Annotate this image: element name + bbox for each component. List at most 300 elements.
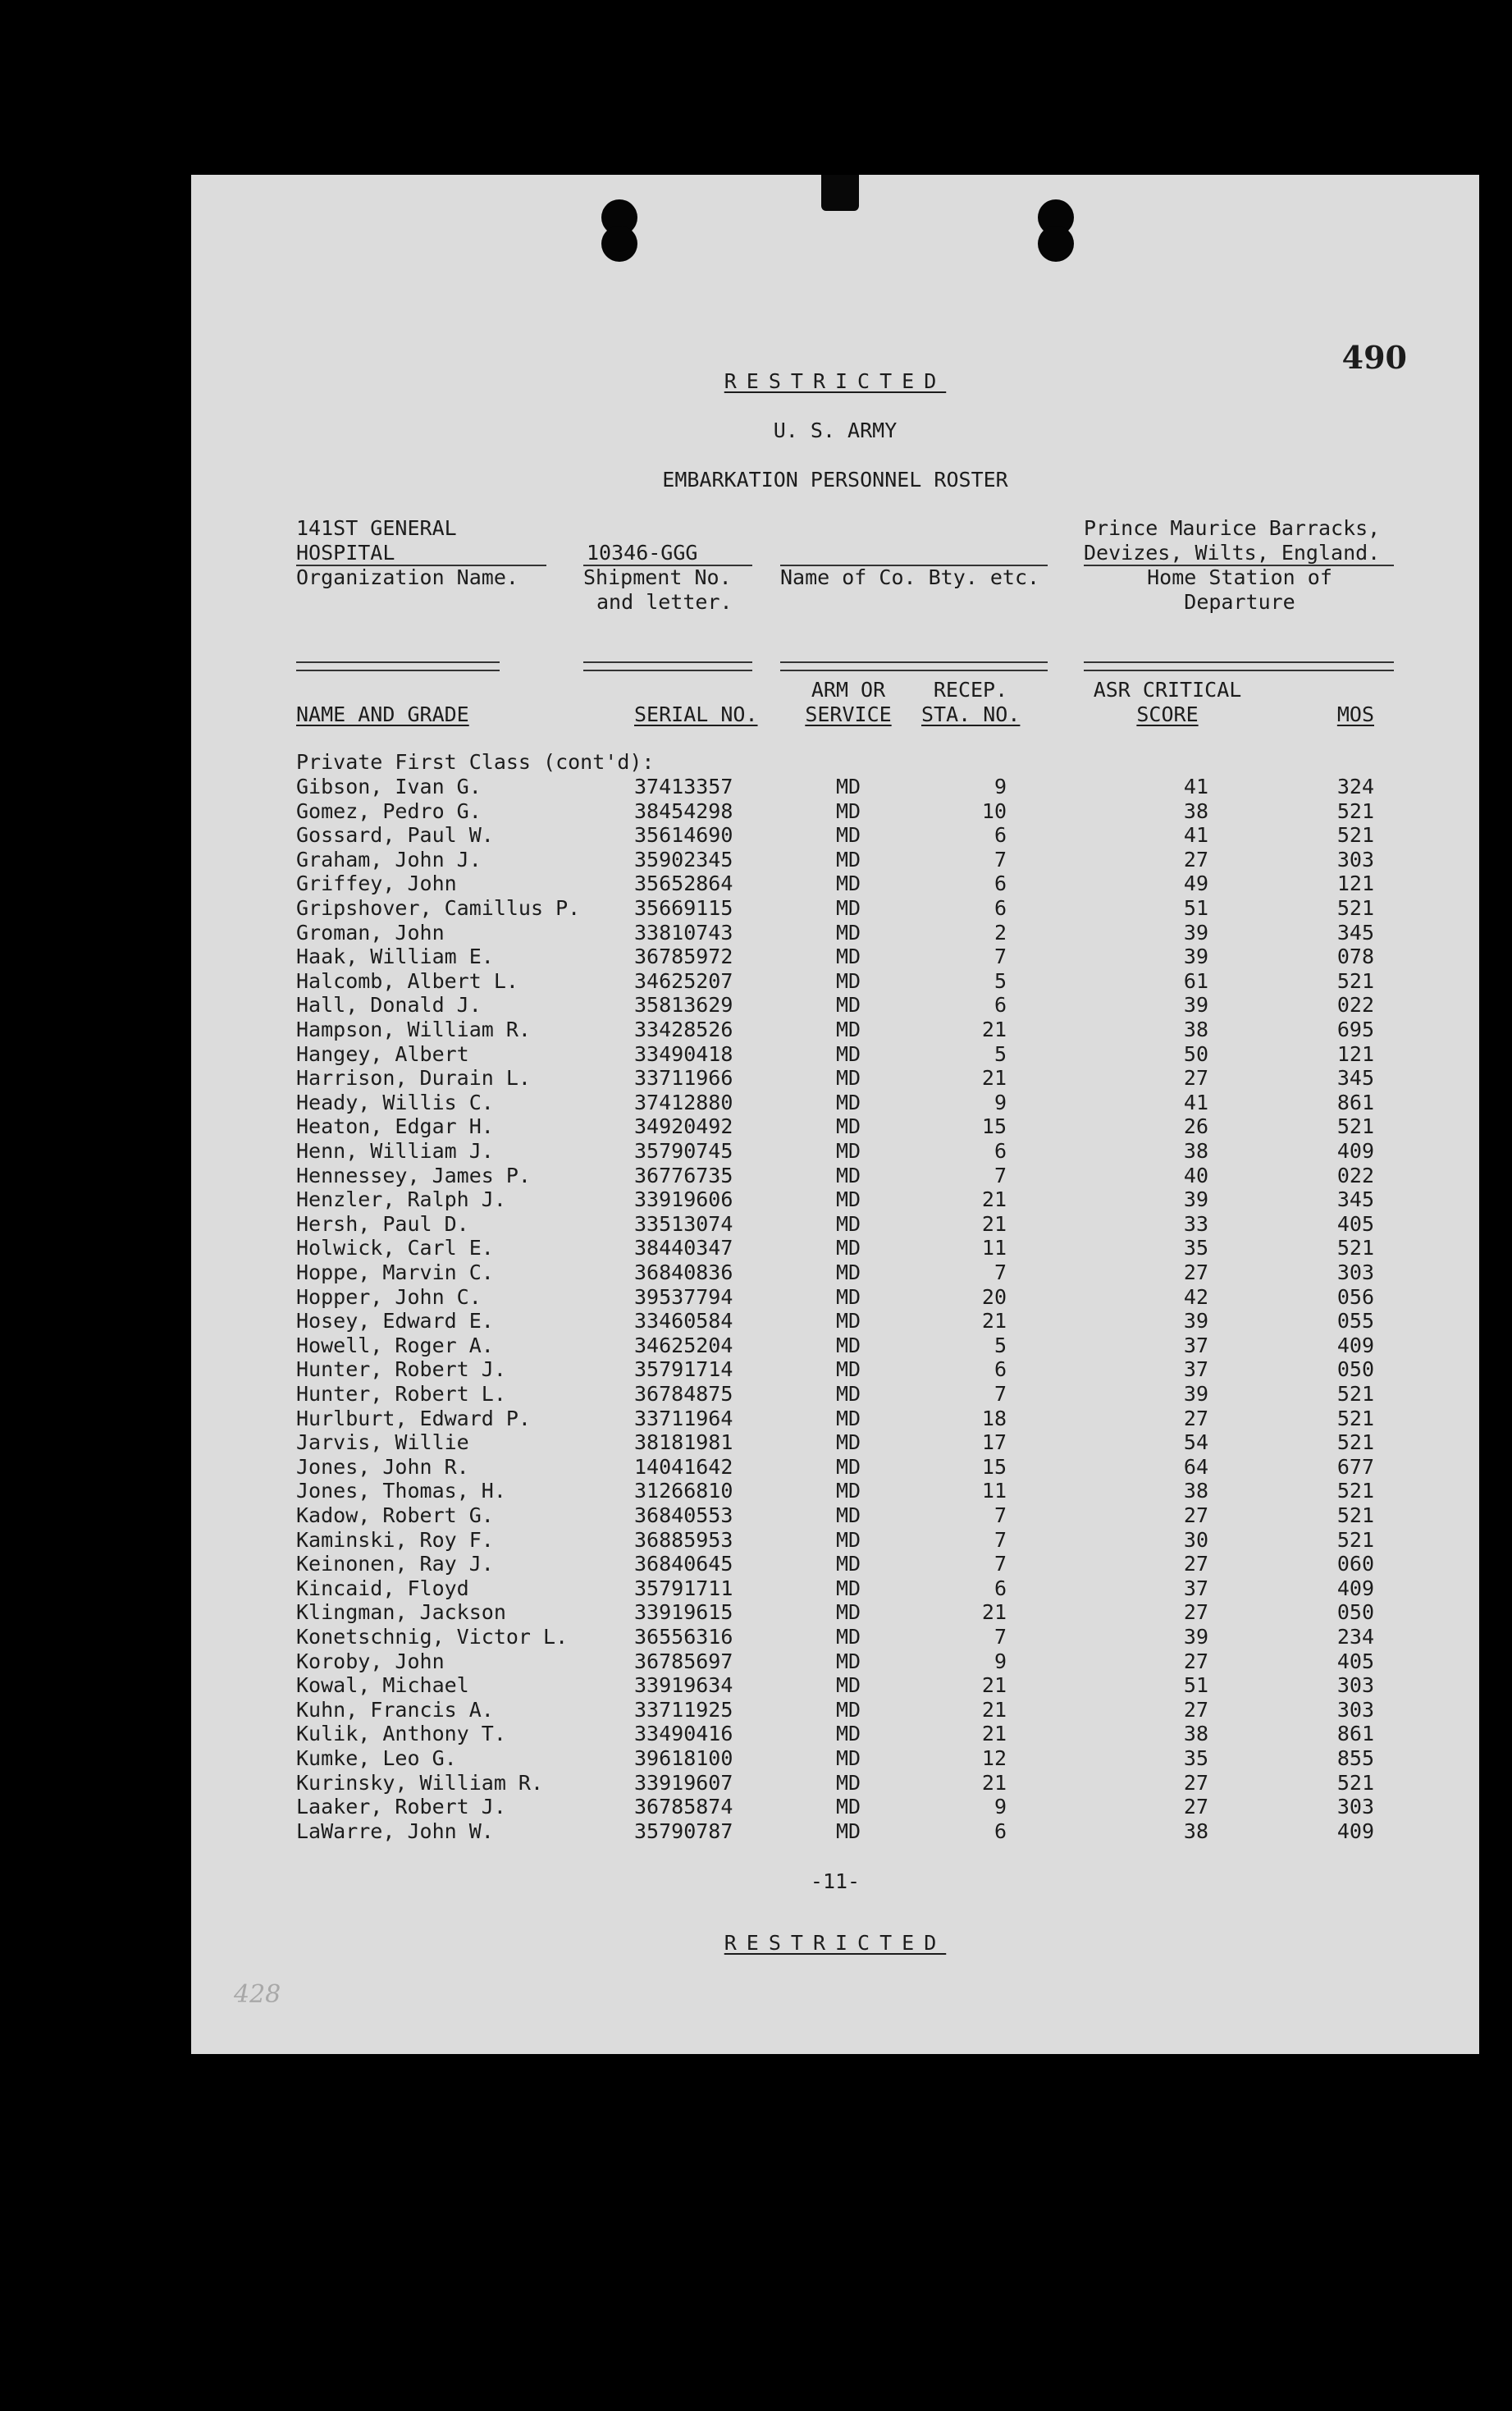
cell-serial: 31266810 <box>634 1479 733 1503</box>
cell-arm: MD <box>835 1114 861 1139</box>
cell-mos: 055 <box>1336 1309 1374 1334</box>
cell-serial: 14041642 <box>634 1454 733 1479</box>
cell-score: 27 <box>1183 1406 1208 1430</box>
cell-recep: 17 <box>981 1430 1007 1455</box>
cell-serial: 35791711 <box>634 1576 733 1600</box>
fastener-notch <box>821 175 859 211</box>
cell-name: Hall, Donald J. <box>296 993 482 1018</box>
cell-serial: 36885953 <box>634 1527 733 1552</box>
cell-mos: 022 <box>1336 1163 1374 1187</box>
table-row <box>191 1746 1479 1771</box>
punch-hole <box>1038 226 1074 262</box>
organization-name-line2: HOSPITAL <box>296 541 395 565</box>
cell-recep: 2 <box>994 920 1007 945</box>
cell-score: 49 <box>1183 872 1208 896</box>
cell-recep: 6 <box>994 872 1007 896</box>
cell-mos: 521 <box>1336 1382 1374 1406</box>
cell-arm: MD <box>835 1139 861 1163</box>
cell-recep: 15 <box>981 1454 1007 1479</box>
cell-mos: 345 <box>1336 1187 1374 1212</box>
cell-mos: 521 <box>1336 1527 1374 1552</box>
header-double-rule <box>780 661 1048 663</box>
cell-arm: MD <box>835 1090 861 1114</box>
cell-serial: 33460584 <box>634 1309 733 1334</box>
table-row <box>191 1042 1479 1067</box>
cell-recep: 7 <box>994 1503 1007 1527</box>
cell-score: 61 <box>1183 968 1208 993</box>
cell-score: 27 <box>1183 1649 1208 1673</box>
cell-arm: MD <box>835 1284 861 1309</box>
shipment-caption-line2: and letter. <box>596 590 733 614</box>
cell-arm: MD <box>835 1649 861 1673</box>
cell-recep: 21 <box>981 1673 1007 1698</box>
cell-arm: MD <box>835 1018 861 1041</box>
table-row <box>191 1334 1479 1358</box>
cell-score: 27 <box>1183 847 1208 872</box>
cell-mos: 409 <box>1336 1819 1374 1843</box>
cell-recep: 5 <box>994 968 1007 993</box>
table-row <box>191 1309 1479 1334</box>
cell-arm: MD <box>835 1187 861 1212</box>
cell-name: Graham, John J. <box>296 847 482 872</box>
home-station-caption-line1: Home Station of <box>1147 565 1332 589</box>
cell-score: 27 <box>1183 1795 1208 1819</box>
cell-name: Koroby, John <box>296 1649 445 1673</box>
cell-name: Heady, Willis C. <box>296 1090 494 1114</box>
cell-name: Konetschnig, Victor L. <box>296 1625 569 1649</box>
cell-recep: 9 <box>994 1649 1007 1673</box>
cell-recep: 21 <box>981 1018 1007 1041</box>
cell-name: Keinonen, Ray J. <box>296 1552 494 1576</box>
cell-name: Hurlburt, Edward P. <box>296 1406 531 1430</box>
cell-serial: 33490416 <box>634 1722 733 1746</box>
cell-mos: 861 <box>1336 1090 1374 1114</box>
cell-score: 37 <box>1183 1576 1208 1600</box>
cell-name: Gripshover, Camillus P. <box>296 896 581 920</box>
cell-score: 38 <box>1183 1819 1208 1843</box>
table-row <box>191 1091 1479 1115</box>
cell-recep: 6 <box>994 1357 1007 1382</box>
table-row <box>191 1114 1479 1139</box>
cell-serial: 36840553 <box>634 1503 733 1527</box>
cell-recep: 21 <box>981 1309 1007 1334</box>
cell-arm: MD <box>835 1479 861 1503</box>
cell-name: Hersh, Paul D. <box>296 1211 469 1236</box>
cell-recep: 21 <box>981 1770 1007 1795</box>
cell-arm: MD <box>835 920 861 945</box>
cell-name: Hennessey, James P. <box>296 1163 531 1187</box>
cell-serial: 39537794 <box>634 1284 733 1309</box>
cell-mos: 677 <box>1336 1454 1374 1479</box>
header-double-rule <box>583 661 752 663</box>
cell-recep: 21 <box>981 1697 1007 1722</box>
cell-score: 33 <box>1183 1211 1208 1236</box>
cell-mos: 521 <box>1336 896 1374 920</box>
cell-mos: 521 <box>1336 1406 1374 1430</box>
table-row <box>191 1139 1479 1164</box>
cell-name: Harrison, Durain L. <box>296 1066 531 1091</box>
cell-recep: 9 <box>994 1795 1007 1819</box>
cell-recep: 7 <box>994 1625 1007 1649</box>
table-row <box>191 1382 1479 1407</box>
cell-score: 30 <box>1183 1527 1208 1552</box>
cell-mos: 521 <box>1336 1503 1374 1527</box>
cell-mos: 078 <box>1336 945 1374 969</box>
cell-arm: MD <box>835 1795 861 1819</box>
cell-serial: 34625207 <box>634 968 733 993</box>
column-header-score-line2: SCORE <box>1136 702 1199 726</box>
cell-name: Jones, Thomas, H. <box>296 1479 506 1503</box>
table-row <box>191 1479 1479 1503</box>
organization-name-line1: 141ST GENERAL <box>296 516 457 540</box>
cell-arm: MD <box>835 1430 861 1455</box>
cell-score: 39 <box>1183 1309 1208 1334</box>
cell-recep: 7 <box>994 1552 1007 1576</box>
cell-serial: 33711925 <box>634 1697 733 1722</box>
cell-serial: 35791714 <box>634 1357 733 1382</box>
cell-name: Jarvis, Willie <box>296 1430 469 1455</box>
cell-score: 51 <box>1183 896 1208 920</box>
table-row <box>191 1600 1479 1625</box>
cell-score: 39 <box>1183 920 1208 945</box>
cell-name: Heaton, Edgar H. <box>296 1114 494 1139</box>
table-row <box>191 896 1479 921</box>
home-station-line1: Prince Maurice Barracks, <box>1084 516 1381 540</box>
cell-arm: MD <box>835 1527 861 1552</box>
cell-serial: 35790787 <box>634 1819 733 1843</box>
cell-recep: 18 <box>981 1406 1007 1430</box>
cell-name: Kuhn, Francis A. <box>296 1697 494 1722</box>
cell-arm: MD <box>835 1454 861 1479</box>
cell-recep: 6 <box>994 1139 1007 1163</box>
cell-score: 40 <box>1183 1163 1208 1187</box>
table-row <box>191 823 1479 848</box>
column-header-name: NAME AND GRADE <box>296 702 469 726</box>
classification-footer: RESTRICTED <box>724 1931 947 1955</box>
column-header-mos: MOS <box>1336 702 1374 726</box>
cell-recep: 21 <box>981 1187 1007 1212</box>
table-row <box>191 1625 1479 1649</box>
cell-arm: MD <box>835 1333 861 1357</box>
cell-mos: 521 <box>1336 823 1374 848</box>
cell-arm: MD <box>835 1576 861 1600</box>
cell-serial: 33919634 <box>634 1673 733 1698</box>
cell-serial: 36556316 <box>634 1625 733 1649</box>
agency: U. S. ARMY <box>773 419 898 442</box>
table-row <box>191 1066 1479 1091</box>
table-row <box>191 1722 1479 1746</box>
header-double-rule <box>296 661 500 663</box>
cell-serial: 33513074 <box>634 1211 733 1236</box>
cell-name: Gomez, Pedro G. <box>296 798 482 823</box>
cell-serial: 35669115 <box>634 896 733 920</box>
cell-name: Hoppe, Marvin C. <box>296 1260 494 1284</box>
cell-score: 64 <box>1183 1454 1208 1479</box>
cell-mos: 409 <box>1336 1139 1374 1163</box>
cell-serial: 37413357 <box>634 775 733 798</box>
cell-mos: 121 <box>1336 872 1374 896</box>
cell-score: 54 <box>1183 1430 1208 1455</box>
cell-arm: MD <box>835 1673 861 1698</box>
cell-arm: MD <box>835 1552 861 1576</box>
cell-recep: 6 <box>994 823 1007 848</box>
cell-name: Kadow, Robert G. <box>296 1503 494 1527</box>
cell-serial: 35790745 <box>634 1139 733 1163</box>
table-row <box>191 1430 1479 1455</box>
cell-arm: MD <box>835 823 861 848</box>
header-double-rule <box>296 670 500 671</box>
cell-arm: MD <box>835 1503 861 1527</box>
cell-recep: 7 <box>994 1382 1007 1406</box>
cell-recep: 6 <box>994 1819 1007 1843</box>
cell-mos: 345 <box>1336 1066 1374 1091</box>
table-row <box>191 799 1479 824</box>
cell-mos: 409 <box>1336 1576 1374 1600</box>
cell-mos: 234 <box>1336 1625 1374 1649</box>
cell-name: Gibson, Ivan G. <box>296 775 482 798</box>
cell-arm: MD <box>835 993 861 1018</box>
column-header-recep-line1: RECEP. <box>933 678 1008 702</box>
cell-arm: MD <box>835 847 861 872</box>
table-row <box>191 1673 1479 1698</box>
cell-arm: MD <box>835 896 861 920</box>
cell-serial: 33919606 <box>634 1187 733 1212</box>
cell-name: Hampson, William R. <box>296 1018 531 1041</box>
cell-score: 41 <box>1183 1090 1208 1114</box>
cell-name: Jones, John R. <box>296 1454 469 1479</box>
cell-score: 38 <box>1183 1018 1208 1041</box>
cell-serial: 39618100 <box>634 1746 733 1770</box>
table-row <box>191 1164 1479 1188</box>
table-row <box>191 775 1479 799</box>
cell-recep: 6 <box>994 896 1007 920</box>
cell-mos: 405 <box>1336 1649 1374 1673</box>
cell-arm: MD <box>835 1211 861 1236</box>
cell-arm: MD <box>835 1382 861 1406</box>
roster-sheet <box>191 175 1479 2054</box>
shipment-caption-line1: Shipment No. <box>583 565 732 589</box>
cell-arm: MD <box>835 1819 861 1843</box>
cell-recep: 12 <box>981 1746 1007 1770</box>
cell-recep: 7 <box>994 1163 1007 1187</box>
company-caption: Name of Co. Bty. etc. <box>780 565 1040 589</box>
table-row <box>191 1187 1479 1212</box>
cell-recep: 5 <box>994 1041 1007 1066</box>
table-row <box>191 945 1479 969</box>
cell-arm: MD <box>835 1406 861 1430</box>
cell-recep: 7 <box>994 945 1007 969</box>
section-title: Private First Class (cont'd): <box>296 750 655 774</box>
cell-mos: 345 <box>1336 920 1374 945</box>
cell-serial: 33428526 <box>634 1018 733 1041</box>
cell-recep: 7 <box>994 1527 1007 1552</box>
cell-mos: 303 <box>1336 1260 1374 1284</box>
cell-name: Henzler, Ralph J. <box>296 1187 506 1212</box>
cell-mos: 050 <box>1336 1600 1374 1625</box>
cell-score: 42 <box>1183 1284 1208 1309</box>
cell-mos: 121 <box>1336 1041 1374 1066</box>
header-double-rule <box>583 670 752 671</box>
cell-recep: 5 <box>994 1333 1007 1357</box>
cell-name: Kowal, Michael <box>296 1673 469 1698</box>
cell-arm: MD <box>835 1746 861 1770</box>
home-station-line2: Devizes, Wilts, England. <box>1084 541 1381 565</box>
cell-arm: MD <box>835 1600 861 1625</box>
cell-mos: 303 <box>1336 1795 1374 1819</box>
cell-serial: 33711966 <box>634 1066 733 1091</box>
table-row <box>191 921 1479 945</box>
cell-score: 38 <box>1183 798 1208 823</box>
cell-mos: 409 <box>1336 1333 1374 1357</box>
cell-serial: 35813629 <box>634 993 733 1018</box>
cell-arm: MD <box>835 1236 861 1260</box>
cell-mos: 521 <box>1336 798 1374 823</box>
table-row <box>191 848 1479 872</box>
cell-score: 37 <box>1183 1357 1208 1382</box>
cell-recep: 9 <box>994 1090 1007 1114</box>
cell-score: 39 <box>1183 993 1208 1018</box>
cell-name: Griffey, John <box>296 872 457 896</box>
cell-score: 27 <box>1183 1600 1208 1625</box>
cell-mos: 695 <box>1336 1018 1374 1041</box>
cell-serial: 34625204 <box>634 1333 733 1357</box>
cell-name: Hunter, Robert L. <box>296 1382 506 1406</box>
table-row <box>191 1285 1479 1310</box>
cell-name: Laaker, Robert J. <box>296 1795 506 1819</box>
cell-score: 37 <box>1183 1333 1208 1357</box>
cell-serial: 35614690 <box>634 823 733 848</box>
cell-score: 38 <box>1183 1479 1208 1503</box>
cell-score: 27 <box>1183 1770 1208 1795</box>
table-row <box>191 1576 1479 1601</box>
cell-score: 26 <box>1183 1114 1208 1139</box>
cell-serial: 38181981 <box>634 1430 733 1455</box>
table-row <box>191 1357 1479 1382</box>
cell-arm: MD <box>835 1357 861 1382</box>
cell-arm: MD <box>835 1625 861 1649</box>
table-row <box>191 993 1479 1018</box>
header-double-rule <box>780 670 1048 671</box>
column-header-serial: SERIAL NO. <box>634 702 758 726</box>
cell-name: Kurinsky, William R. <box>296 1770 544 1795</box>
cell-recep: 21 <box>981 1211 1007 1236</box>
cell-name: Hangey, Albert <box>296 1041 469 1066</box>
cell-score: 39 <box>1183 1382 1208 1406</box>
column-header-arm-line1: ARM OR <box>811 678 886 702</box>
cell-mos: 521 <box>1336 1479 1374 1503</box>
cell-name: Holwick, Carl E. <box>296 1236 494 1260</box>
cell-recep: 6 <box>994 993 1007 1018</box>
cell-name: Kincaid, Floyd <box>296 1576 469 1600</box>
form-title: EMBARKATION PERSONNEL ROSTER <box>662 468 1008 492</box>
cell-recep: 20 <box>981 1284 1007 1309</box>
cell-name: Hunter, Robert J. <box>296 1357 506 1382</box>
cell-recep: 15 <box>981 1114 1007 1139</box>
table-row <box>191 1260 1479 1285</box>
cell-mos: 855 <box>1336 1746 1374 1770</box>
cell-recep: 7 <box>994 847 1007 872</box>
cell-score: 35 <box>1183 1746 1208 1770</box>
cell-score: 39 <box>1183 1187 1208 1212</box>
cell-name: Kaminski, Roy F. <box>296 1527 494 1552</box>
cell-score: 35 <box>1183 1236 1208 1260</box>
classification-header: RESTRICTED <box>724 369 947 393</box>
cell-recep: 11 <box>981 1236 1007 1260</box>
cell-mos: 303 <box>1336 1673 1374 1698</box>
cell-score: 27 <box>1183 1552 1208 1576</box>
cell-serial: 38454298 <box>634 798 733 823</box>
cell-score: 51 <box>1183 1673 1208 1698</box>
cell-mos: 521 <box>1336 968 1374 993</box>
cell-mos: 861 <box>1336 1722 1374 1746</box>
table-row <box>191 1407 1479 1431</box>
cell-name: Haak, William E. <box>296 945 494 969</box>
table-row <box>191 1503 1479 1528</box>
cell-mos: 405 <box>1336 1211 1374 1236</box>
cell-serial: 36785874 <box>634 1795 733 1819</box>
cell-name: LaWarre, John W. <box>296 1819 494 1843</box>
table-row <box>191 1698 1479 1722</box>
cell-mos: 324 <box>1336 775 1374 798</box>
organization-caption: Organization Name. <box>296 565 518 589</box>
table-row <box>191 1212 1479 1237</box>
cell-arm: MD <box>835 1697 861 1722</box>
table-row <box>191 1236 1479 1260</box>
cell-serial: 35902345 <box>634 847 733 872</box>
cell-arm: MD <box>835 968 861 993</box>
cell-recep: 21 <box>981 1722 1007 1746</box>
cell-arm: MD <box>835 1770 861 1795</box>
cell-score: 27 <box>1183 1697 1208 1722</box>
cell-serial: 36784875 <box>634 1382 733 1406</box>
cell-serial: 33919615 <box>634 1600 733 1625</box>
home-station-caption-line2: Departure <box>1184 590 1295 614</box>
cell-mos: 303 <box>1336 1697 1374 1722</box>
table-row <box>191 1455 1479 1480</box>
cell-serial: 37412880 <box>634 1090 733 1114</box>
column-header-recep-line2: STA. NO. <box>921 702 1021 726</box>
page-label: -11- <box>810 1869 861 1893</box>
column-header-arm-line2: SERVICE <box>805 702 892 726</box>
cell-score: 27 <box>1183 1260 1208 1284</box>
cell-name: Kulik, Anthony T. <box>296 1722 506 1746</box>
cell-arm: MD <box>835 872 861 896</box>
cell-name: Halcomb, Albert L. <box>296 968 518 993</box>
cell-recep: 7 <box>994 1260 1007 1284</box>
cell-arm: MD <box>835 1260 861 1284</box>
cell-serial: 36840836 <box>634 1260 733 1284</box>
table-row <box>191 1795 1479 1819</box>
cell-arm: MD <box>835 1163 861 1187</box>
cell-score: 41 <box>1183 823 1208 848</box>
shipment-number: 10346-GGG <box>587 541 698 565</box>
cell-mos: 056 <box>1336 1284 1374 1309</box>
table-row <box>191 1649 1479 1674</box>
cell-score: 41 <box>1183 775 1208 798</box>
cell-recep: 10 <box>981 798 1007 823</box>
cell-mos: 060 <box>1336 1552 1374 1576</box>
cell-name: Klingman, Jackson <box>296 1600 506 1625</box>
cell-mos: 521 <box>1336 1236 1374 1260</box>
cell-name: Kumke, Leo G. <box>296 1746 457 1770</box>
cell-mos: 521 <box>1336 1114 1374 1139</box>
cell-score: 50 <box>1183 1041 1208 1066</box>
table-row <box>191 1819 1479 1844</box>
cell-mos: 521 <box>1336 1770 1374 1795</box>
cell-mos: 521 <box>1336 1430 1374 1455</box>
cell-serial: 36840645 <box>634 1552 733 1576</box>
cell-score: 39 <box>1183 945 1208 969</box>
